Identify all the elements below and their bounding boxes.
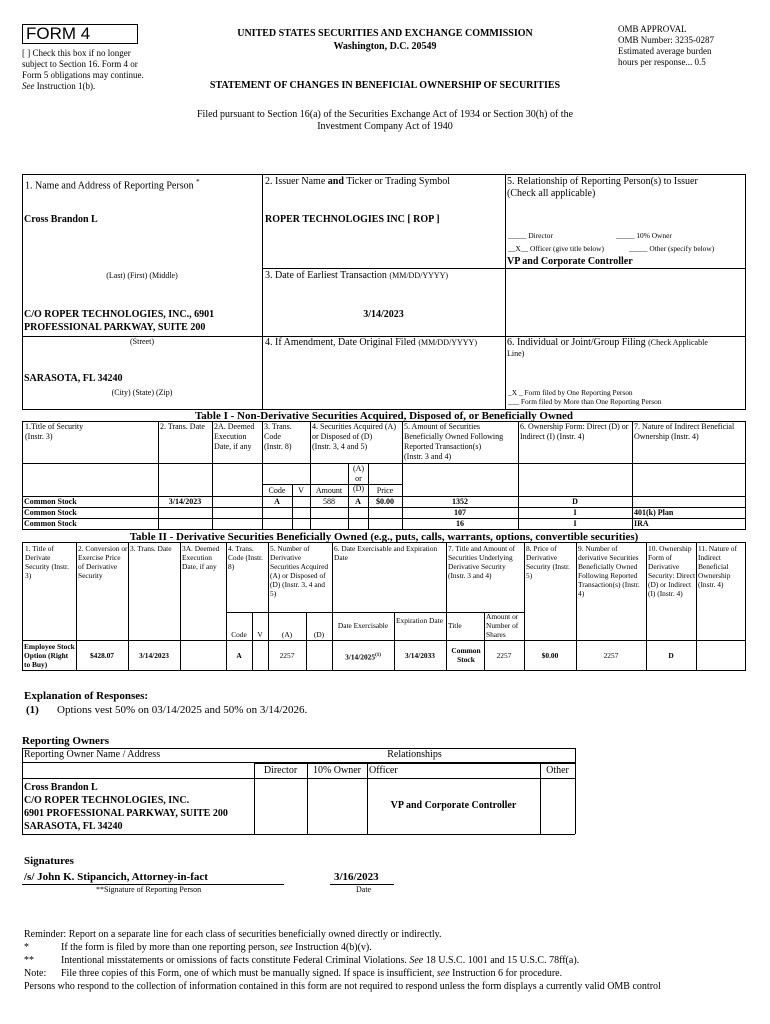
rel-other: _____ Other (specify below) bbox=[629, 244, 715, 253]
box3-label: 3. Date of Earliest Transaction (MM/DD/YYYY) bbox=[265, 270, 449, 281]
issuer-name: ROPER TECHNOLOGIES INC [ ROP ] bbox=[265, 214, 440, 225]
filed-pursuant: Filed pursuant to Section 16(a) of the Securities Exchange Act of 1934 or Section 30(h) of the Investment Company Act of 1940 bbox=[196, 109, 574, 132]
t1-sub-code: Code bbox=[268, 486, 286, 495]
rel-officer: __X__ Officer (give title below) bbox=[508, 244, 604, 253]
t2-sub-a: (A) bbox=[281, 630, 293, 639]
footer-star1: If the form is filed by more than one reporting person, see Instruction 4(b)(v). bbox=[61, 942, 372, 953]
t1-r2-form: I bbox=[573, 508, 577, 517]
t2-sub-d: (D) bbox=[313, 630, 325, 639]
agency-name: UNITED STATES SECURITIES AND EXCHANGE COMMISSION bbox=[237, 28, 533, 39]
t1-h2: 2. Trans. Date bbox=[160, 422, 205, 431]
signature-date: 3/16/2023 bbox=[334, 871, 379, 883]
table2-title: Table II - Derivative Securities Beneficially Owned (e.g., puts, calls, warrants, options, convertible securities) bbox=[129, 531, 639, 543]
t1-r1-code: A bbox=[274, 497, 280, 506]
t2-deriv-price: $0.00 bbox=[541, 651, 559, 660]
owners-col-other: Other bbox=[546, 765, 569, 776]
t1-sub-v: V bbox=[298, 486, 304, 495]
table-row: Common Stock bbox=[24, 519, 77, 528]
t1-h5: 5. Amount of Securities Beneficially Owned Following Reported Transaction(s) (Instr. 3 and 4) bbox=[404, 422, 504, 461]
footer-note: File three copies of this Form, one of which must be manually signed. If space is insufficient, see Instruction 6 for procedure. bbox=[61, 968, 563, 979]
agency-city: Washington, D.C. 20549 bbox=[333, 41, 437, 52]
statement-title: STATEMENT OF CHANGES IN BENEFICIAL OWNERSHIP OF SECURITIES bbox=[209, 80, 561, 91]
t1-sub-amount: Amount bbox=[315, 486, 343, 495]
box4-label: 4. If Amendment, Date Original Filed (MM/DD/YYYY) bbox=[265, 337, 477, 348]
t2-date: 3/14/2023 bbox=[139, 651, 169, 660]
explanation-note-text: Options vest 50% on 03/14/2025 and 50% on 3/14/2026. bbox=[57, 704, 308, 716]
explanation-heading: Explanation of Responses: bbox=[24, 690, 149, 702]
box6-label: 6. Individual or Joint/Group Filing (Check Applicable Line) bbox=[507, 337, 708, 358]
omb-approval: OMB APPROVAL OMB Number: 3235-0287 Estimated average burden hours per response... 0.5 bbox=[618, 24, 714, 67]
address-line2: PROFESSIONAL PARKWAY, SUITE 200 bbox=[24, 322, 206, 333]
t2-h1: 1. Title of Derivate Security (Instr. 3) bbox=[25, 544, 69, 580]
owner-name-block: Cross Brandon L C/O ROPER TECHNOLOGIES, INC. 6901 PROFESSIONAL PARKWAY, SUITE 200 SARASOTA, FL 34240 bbox=[24, 782, 228, 832]
reporting-person-name: Cross Brandon L bbox=[24, 214, 98, 225]
rel-ten-percent: _____ 10% Owner bbox=[616, 231, 672, 240]
t2-sub-title: Title bbox=[448, 621, 462, 630]
earliest-transaction-date: 3/14/2023 bbox=[363, 309, 404, 320]
footer-star2-mark: ** bbox=[24, 955, 34, 966]
t1-r1-form: D bbox=[572, 497, 578, 506]
table1-title: Table I - Non-Derivative Securities Acquired, Disposed of, or Beneficially Owned bbox=[194, 410, 574, 422]
owners-col-director: Director bbox=[263, 765, 298, 776]
t2-underlying-title: Common Stock bbox=[451, 646, 481, 664]
table-row: Common Stock bbox=[24, 497, 77, 506]
t1-h6: 6. Ownership Form: Direct (D) or Indirect (I) (Instr. 4) bbox=[520, 422, 629, 441]
t1-r1-date: 3/14/2023 bbox=[168, 497, 202, 506]
owners-col-officer: Officer bbox=[369, 765, 398, 776]
city-state-zip: SARASOTA, FL 34240 bbox=[24, 373, 123, 384]
t1-r3-nature: IRA bbox=[634, 519, 649, 528]
rel-director: _____ Director bbox=[508, 231, 553, 240]
t1-r3-form: I bbox=[573, 519, 577, 528]
address-line1: C/O ROPER TECHNOLOGIES, INC., 6901 bbox=[24, 309, 215, 320]
t1-h7: 7. Nature of Indirect Beneficial Ownership (Instr. 4) bbox=[634, 422, 735, 441]
t1-h2a: 2A. Deemed Execution Date, if any bbox=[214, 422, 255, 451]
owners-col-name: Reporting Owner Name / Address bbox=[24, 749, 161, 760]
t1-sub-price: Price bbox=[376, 486, 394, 495]
box2-label: 2. Issuer Name and Ticker or Trading Symbol bbox=[265, 176, 451, 187]
signatures-heading: Signatures bbox=[24, 855, 74, 867]
t1-r1-amount: 588 bbox=[323, 497, 335, 506]
owners-heading: Reporting Owners bbox=[22, 735, 110, 747]
owners-col-relationships: Relationships bbox=[387, 749, 442, 760]
name-hint: (Last) (First) (Middle) bbox=[106, 271, 178, 280]
t2-h3: 3. Trans. Date bbox=[130, 544, 172, 553]
officer-title: VP and Corporate Controller bbox=[507, 256, 633, 267]
footer-star1-mark: * bbox=[24, 942, 29, 953]
t2-underlying-amount: 2257 bbox=[496, 651, 512, 660]
reporting-section bbox=[22, 174, 746, 410]
t2-expiration: 3/14/2033 bbox=[405, 651, 435, 660]
t1-r3-owned: 16 bbox=[456, 519, 464, 528]
form-title-box bbox=[22, 24, 138, 44]
t2-form: D bbox=[668, 651, 674, 660]
t2-sub-code: Code bbox=[231, 630, 247, 639]
t1-h4: 4. Securities Acquired (A) or Disposed of (D) (Instr. 3, 4 and 5) bbox=[312, 422, 396, 451]
t2-exercisable: 3/14/2025$^{(1)}$ bbox=[345, 652, 381, 662]
t2-h5: 5. Number of Derivative Securities Acquired (A) or Disposed of (D) (Instr. 3, 4 and 5) bbox=[270, 544, 329, 598]
footer-reminder: Reminder: Report on a separate line for each class of securities beneficially owned directly or indirectly. bbox=[24, 929, 442, 940]
filing-one: _X _ Form filed by One Reporting Person bbox=[508, 388, 633, 397]
t2-h3a: 3A. Deemed Execution Date, if any bbox=[182, 544, 220, 571]
form-title: FORM 4 bbox=[26, 24, 91, 43]
signature-label: **Signature of Reporting Person bbox=[96, 885, 202, 894]
t2-h10: 10. Ownership Form of Derivative Security: Direct (D) or Indirect (I) (Instr. 4) bbox=[648, 544, 695, 598]
t2-h4: 4. Trans. Code (Instr. 8) bbox=[228, 544, 263, 571]
t2-h7: 7. Title and Amount of Securities Underlying Derivative Security (Instr. 3 and 4) bbox=[448, 544, 516, 580]
t1-r2-owned: 107 bbox=[454, 508, 466, 517]
footer-note-mark: Note: bbox=[24, 968, 47, 979]
date-label: Date bbox=[356, 885, 372, 894]
t1-r1-owned: 1352 bbox=[452, 497, 468, 506]
t2-sub-amount: Amount or Number of Shares bbox=[486, 612, 519, 639]
t2-sub-expiration: Expiration Date bbox=[396, 616, 443, 625]
street-hint: (Street) bbox=[130, 337, 154, 346]
check-box-note: [ ] Check this box if no longer subject to Section 16. Form 4 or Form 5 obligations may continue. See Instruction 1(b). bbox=[22, 48, 144, 91]
footer-persons: Persons who respond to the collection of information contained in this form are not required to respond unless the form displays a currently valid OMB control bbox=[24, 981, 661, 992]
t2-owned: 2257 bbox=[603, 651, 619, 660]
t2-price: $428.07 bbox=[89, 651, 115, 660]
t2-h2: 2. Conversion or Exercise Price of Derivative Security bbox=[78, 544, 128, 580]
t1-h3: 3. Trans. Code (Instr. 8) bbox=[264, 422, 292, 451]
city-hint: (City) (State) (Zip) bbox=[111, 388, 173, 397]
t2-h11: 11. Nature of Indirect Beneficial Ownership (Instr. 4) bbox=[698, 544, 737, 589]
table-row: Employee Stock Option (Right to Buy) bbox=[24, 642, 75, 669]
owner-officer-title: VP and Corporate Controller bbox=[390, 800, 517, 811]
t1-r1-price: $0.00 bbox=[376, 497, 394, 506]
t2-sub-exercisable: Date Exercisable bbox=[337, 621, 389, 630]
t2-code: A bbox=[236, 651, 242, 660]
filing-more: ___ Form filed by More than One Reporting Person bbox=[508, 397, 662, 406]
t1-r2-nature: 401(k) Plan bbox=[634, 508, 674, 517]
t1-h1: 1.Title of Security (Instr. 3) bbox=[25, 422, 84, 441]
signer: /s/ John K. Stipancich, Attorney-in-fact bbox=[24, 871, 208, 883]
box5-label: 5. Relationship of Reporting Person(s) to Issuer (Check all applicable) bbox=[507, 176, 698, 199]
t1-sub-aord: (A) or (D) bbox=[352, 464, 365, 493]
t2-acquired: 2257 bbox=[279, 651, 295, 660]
table-row: Common Stock bbox=[24, 508, 77, 517]
owners-col-tenpct: 10% Owner bbox=[312, 765, 362, 776]
t2-h9: 9. Number of derivative Securities Beneficially Owned Following Reported Transaction(s) (Instr. 4) bbox=[578, 544, 640, 598]
t2-h8: 8. Price of Derivative Security (Instr. 5) bbox=[526, 544, 570, 580]
t2-sub-v: V bbox=[257, 630, 263, 639]
explanation-note-num: (1) bbox=[26, 704, 39, 716]
t2-h6: 6. Date Exercisable and Expiration Date bbox=[334, 544, 438, 562]
footer-star2: Intentional misstatements or omissions of facts constitute Federal Criminal Violations. See 18 U.S.C. 1001 and 15 U.S.C. 78ff(a). bbox=[61, 955, 580, 966]
box1-label: 1. Name and Address of Reporting Person * bbox=[25, 178, 200, 192]
t1-r1-aord: A bbox=[355, 497, 361, 506]
